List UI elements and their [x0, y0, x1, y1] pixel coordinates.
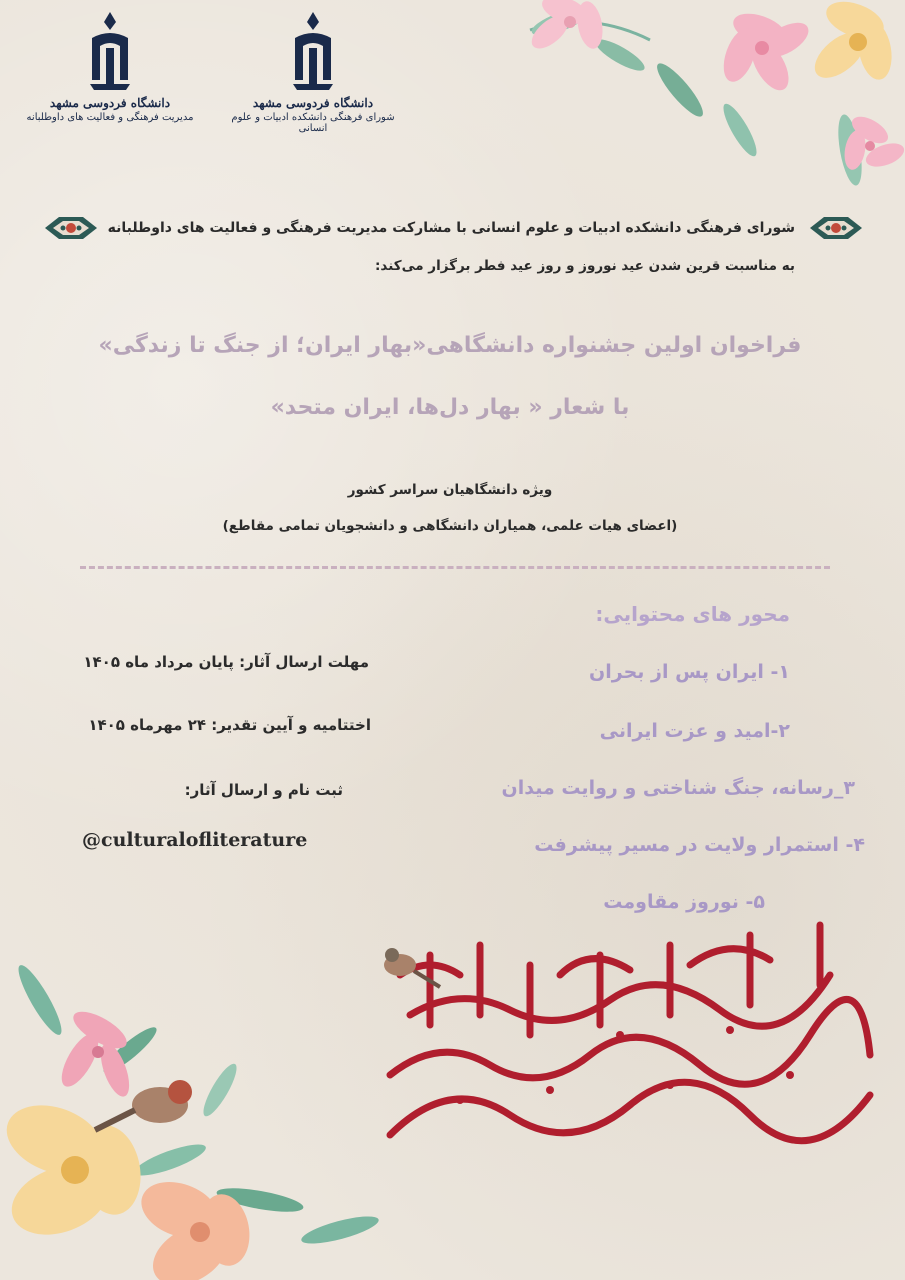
- topic-item: ۲-امید و عزت ایرانی: [599, 720, 790, 742]
- social-handle: @culturalofliterature: [82, 829, 308, 851]
- topics-heading: محور های محتوایی:: [595, 602, 790, 626]
- floral-top-right-decoration: [470, 0, 905, 200]
- audience-detail: (اعضای هیات علمی، همیاران دانشگاهی و دانشجویان تمامی مقاطع): [222, 518, 678, 534]
- submission-deadline: مهلت ارسال آثار: پایان مرداد ماه ۱۴۰۵: [83, 653, 369, 671]
- topic-item: ۱- ایران پس از بحران: [589, 661, 790, 683]
- audience-line: ویژه دانشگاهیان سراسر کشور: [347, 482, 553, 498]
- university-emblem-icon: [273, 8, 353, 94]
- topic-item: ۵- نوروز مقاومت: [603, 891, 765, 913]
- floral-bottom-left-decoration: [0, 960, 430, 1280]
- logo-cultural-council: [228, 8, 398, 134]
- closing-ceremony-date: اختتامیه و آیین تقدیر: ۲۴ مهرماه ۱۴۰۵: [88, 716, 371, 734]
- logo-university-name: دانشگاه فردوسی مشهد: [49, 96, 171, 110]
- festival-title: فراخوان اولین جشنواره دانشگاهی«بهار ایران؛ از جنگ تا زندگی»: [98, 333, 802, 358]
- topic-item: ۳_رسانه، جنگ شناختی و روایت میدان: [501, 777, 855, 799]
- logo-cultural-management: [25, 8, 195, 123]
- section-divider: [80, 566, 830, 569]
- intro-occasion: به مناسبت قرین شدن عید نوروز و روز عید فطر برگزار می‌کند:: [375, 258, 795, 274]
- calligraphy-prayer: [370, 915, 890, 1155]
- logo-department-name: مدیریت فرهنگی و فعالیت های داوطلبانه: [26, 112, 194, 123]
- topic-item: ۴- استمرار ولایت در مسیر پیشرفت: [534, 834, 865, 856]
- festival-slogan: با شعار « بهار دل‌ها، ایران متحد»: [270, 395, 630, 420]
- university-emblem-icon: [70, 8, 150, 94]
- ornament-right-icon: [808, 213, 864, 243]
- logo-university-name: دانشگاه فردوسی مشهد: [252, 96, 374, 110]
- logo-council-name: شورای فرهنگی دانشکده ادبیات و علوم انسانی: [231, 112, 395, 134]
- ornament-left-icon: [43, 213, 99, 243]
- registration-label: ثبت نام و ارسال آثار:: [184, 781, 343, 799]
- intro-organizers: شورای فرهنگی دانشکده ادبیات و علوم انسانی با مشارکت مدیریت فرهنگی و فعالیت های داوطلبانه: [107, 220, 795, 236]
